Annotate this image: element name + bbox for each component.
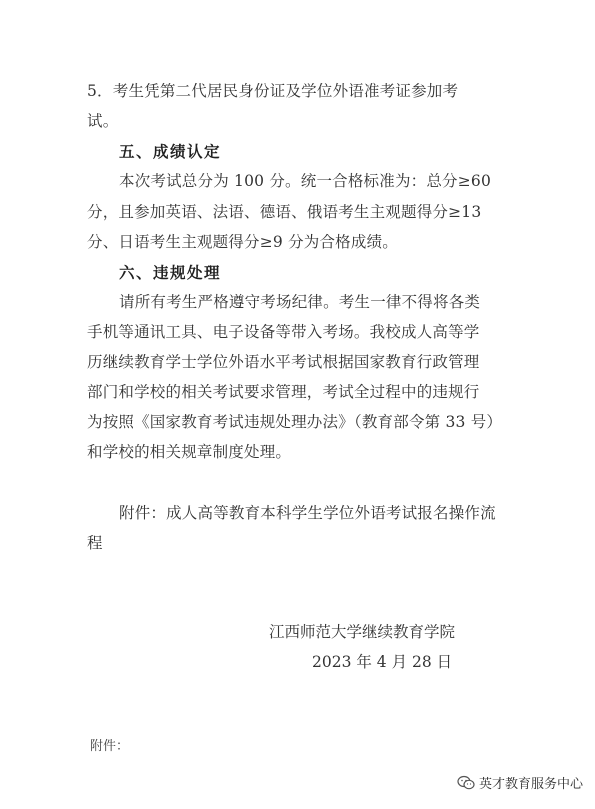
item-5-line-2: 试。 xyxy=(87,112,119,130)
section-5-line-2: 分，且参加英语、法语、德语、俄语考生主观题得分≥13 xyxy=(87,203,482,221)
footer-attachment-label: 附件： xyxy=(90,739,130,754)
signature-date: 2023 年 4 月 28 日 xyxy=(312,653,453,671)
watermark xyxy=(457,773,583,792)
section-6-line-5: 为按照《国家教育考试违规处理办法》（教育部令第 33 号） xyxy=(87,413,503,431)
section-5-heading: 五、成绩认定 xyxy=(119,142,222,161)
section-5-line-1: 本次考试总分为 100 分。统一合格标准为：总分≥60 xyxy=(119,172,492,190)
wechat-icon xyxy=(457,775,475,791)
item-5-line-1: 5．考生凭第二代居民身份证及学位外语准考证参加考 xyxy=(87,82,459,100)
watermark-text: 英才教育服务中心 xyxy=(478,777,583,792)
attachment-line-2: 程 xyxy=(87,534,103,552)
attachment-line-1: 附件：成人高等教育本科学生学位外语考试报名操作流 xyxy=(119,504,496,522)
signature-org: 江西师范大学继续教育学院 xyxy=(269,623,456,641)
section-6-line-1: 请所有考生严格遵守考场纪律。考生一律不得将各类 xyxy=(119,293,481,311)
section-6-line-3: 历继续教育学士学位外语水平考试根据国家教育行政管理 xyxy=(87,353,480,371)
section-5-line-3: 分、日语考生主观题得分≥9 分为合格成绩。 xyxy=(87,233,398,251)
section-6-line-2: 手机等通讯工具、电子设备等带入考场。我校成人高等学 xyxy=(87,323,480,341)
section-6-line-6: 和学校的相关规章制度处理。 xyxy=(87,443,292,461)
section-6-line-4: 部门和学校的相关考试要求管理，考试全过程中的违规行 xyxy=(87,383,480,401)
section-6-heading: 六、违规处理 xyxy=(119,263,222,282)
